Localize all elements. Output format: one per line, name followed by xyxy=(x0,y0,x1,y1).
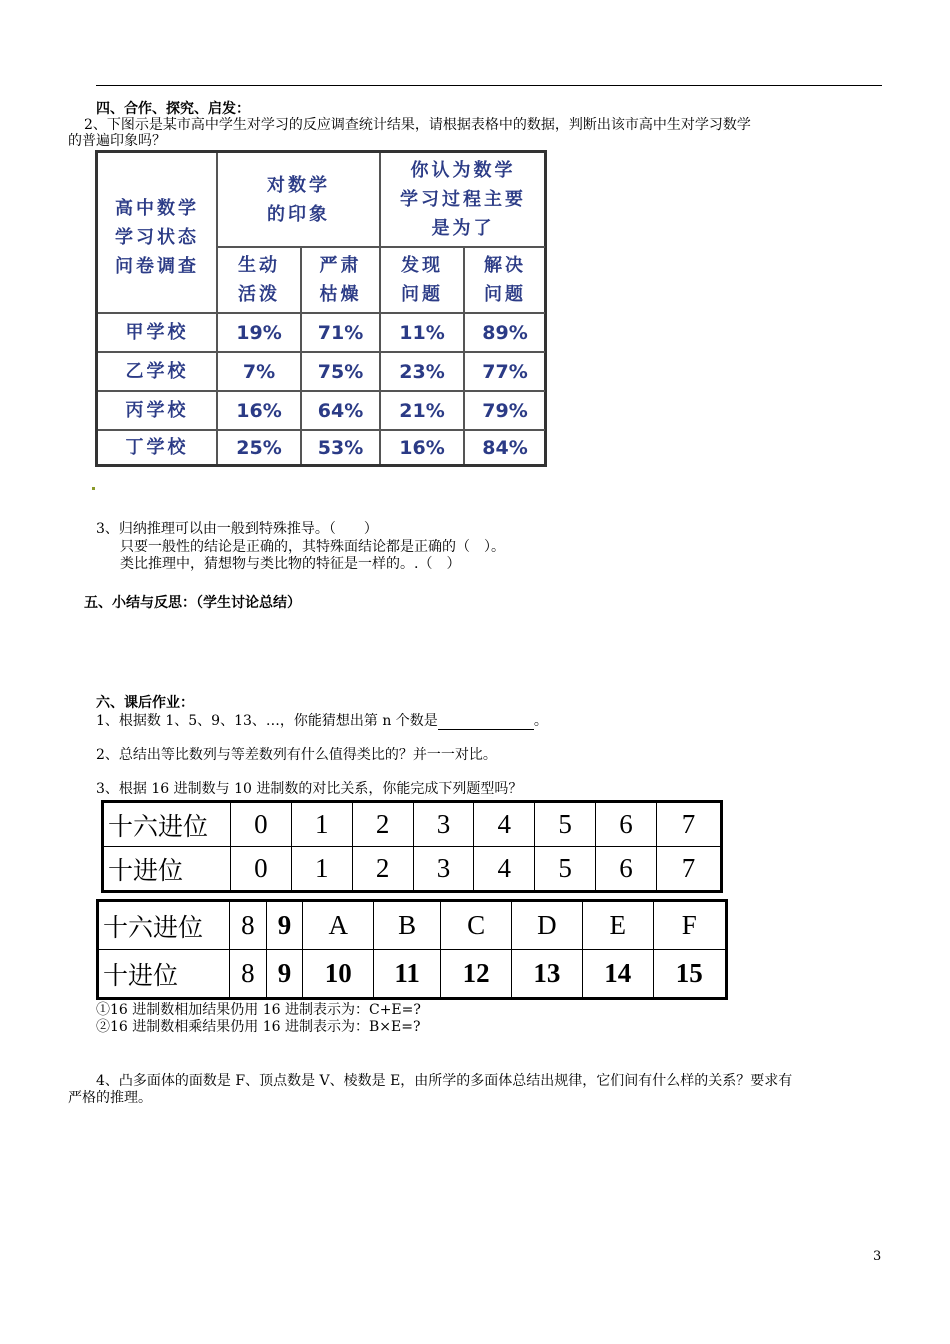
hex-cell: 9 xyxy=(266,901,303,950)
survey-value: 21% xyxy=(399,399,445,422)
survey-value: 89% xyxy=(482,321,528,344)
dec-cell: 11 xyxy=(374,950,441,999)
dec-cell: 5 xyxy=(535,847,596,892)
hex-cell: F xyxy=(653,901,726,950)
section4-heading: 四、合作、探究、启发： xyxy=(96,101,250,117)
hex-cell: 8 xyxy=(230,901,267,950)
header-rule xyxy=(96,85,882,86)
hex-cell: 5 xyxy=(535,802,596,847)
survey-value: 77% xyxy=(482,360,528,383)
table-row xyxy=(98,901,727,950)
hw1-text: 1、根据数 1、5、9、13、…，你能猜想出第 n 个数是 xyxy=(96,713,438,729)
dec-cell: 9 xyxy=(266,950,303,999)
survey-value: 7% xyxy=(242,360,276,383)
survey-sub-header: 生动 活泼 xyxy=(238,255,280,305)
survey-value: 64% xyxy=(317,399,364,422)
dec-cell: 2 xyxy=(352,847,413,892)
dec-row-label: 十进位 xyxy=(98,950,230,999)
table-row xyxy=(98,950,727,999)
hex-cell: 7 xyxy=(656,802,721,847)
survey-school-label: 丙学校 xyxy=(125,400,189,421)
hw1 xyxy=(96,712,548,730)
survey-value: 84% xyxy=(482,436,528,459)
survey-value: 75% xyxy=(317,360,364,383)
dec-cell: 14 xyxy=(582,950,653,999)
section6-heading: 六、课后作业： xyxy=(96,695,194,711)
dec-cell: 15 xyxy=(653,950,726,999)
stray-dot xyxy=(92,487,95,490)
q2-text-line1: 2、下图示是某市高中学生对学习的反应调查统计结果，请根据表格中的数据，判断出该市高中生对学习数学 xyxy=(84,117,751,133)
dec-cell: 7 xyxy=(656,847,721,892)
dec-cell: 3 xyxy=(413,847,474,892)
dec-cell: 13 xyxy=(511,950,582,999)
survey-value: 23% xyxy=(399,360,445,383)
hex-cell: 2 xyxy=(352,802,413,847)
survey-sub-header: 发现 问题 xyxy=(401,255,443,305)
hw4-line2: 严格的推理。 xyxy=(68,1090,152,1106)
page-number: 3 xyxy=(873,1249,882,1264)
hex-cell: B xyxy=(374,901,441,950)
table-row xyxy=(103,847,722,892)
q3-line1: 3、归纳推理可以由一般到特殊推导。（ ） xyxy=(96,521,378,537)
dec-cell: 6 xyxy=(596,847,657,892)
hex-cell: C xyxy=(441,901,512,950)
hex-cell: D xyxy=(511,901,582,950)
hex-cell: 6 xyxy=(596,802,657,847)
dec-row-label: 十进位 xyxy=(103,847,231,892)
survey-value: 25% xyxy=(236,436,282,459)
hw3-sub2: ②16 进制数相乘结果仍用 16 进制表示为：B×E=? xyxy=(96,1019,421,1035)
survey-value: 16% xyxy=(236,399,282,422)
survey-value: 79% xyxy=(482,399,528,422)
survey-value: 71% xyxy=(317,321,364,344)
dec-cell: 1 xyxy=(291,847,352,892)
hex-cell: 3 xyxy=(413,802,474,847)
survey-value: 11% xyxy=(399,321,445,344)
hex-cell: 4 xyxy=(474,802,535,847)
dec-cell: 4 xyxy=(474,847,535,892)
q3-line2: 只要一般性的结论是正确的，其特殊面结论都是正确的（ ）。 xyxy=(120,539,505,555)
survey-group-purpose: 你认为数学 学习过程主要 是为了 xyxy=(400,160,526,239)
q3-line3: 类比推理中，猜想物与类比物的特征是一样的。.（ ） xyxy=(120,556,461,572)
section5-heading: 五、小结与反思：（学生讨论总结） xyxy=(84,595,301,611)
survey-school-label: 甲学校 xyxy=(125,322,189,343)
hw3-sub1: ①16 进制数相加结果仍用 16 进制表示为：C+E=? xyxy=(96,1002,421,1018)
dec-cell: 12 xyxy=(441,950,512,999)
hex-cell: E xyxy=(582,901,653,950)
survey-value: 16% xyxy=(399,436,445,459)
hex-table-1 xyxy=(101,800,723,893)
hw1-answer-blank[interactable] xyxy=(438,715,534,730)
hex-cell: 1 xyxy=(291,802,352,847)
dec-cell: 0 xyxy=(231,847,292,892)
survey-table xyxy=(95,150,547,467)
hw2: 2、总结出等比数列与等差数列有什么值得类比的？并一一对比。 xyxy=(96,747,497,763)
survey-value: 19% xyxy=(236,321,282,344)
q2-text-line2: 的普遍印象吗？ xyxy=(68,133,166,149)
survey-sub-header: 严肃 枯燥 xyxy=(319,255,362,305)
table-row xyxy=(103,802,722,847)
hex-cell: 0 xyxy=(231,802,292,847)
hex-row-label: 十六进位 xyxy=(98,901,230,950)
survey-school-label: 丁学校 xyxy=(125,437,189,458)
survey-corner-header: 高中数学 学习状态 问卷调查 xyxy=(115,198,199,277)
hw3: 3、根据 16 进制数与 10 进制数的对比关系，你能完成下列题型吗？ xyxy=(96,781,523,797)
hw4-line1: 4、凸多面体的面数是 F、顶点数是 V、棱数是 E，由所学的多面体总结出规律，它们间有什么样的关系？要求有 xyxy=(96,1073,793,1089)
hex-cell: A xyxy=(303,901,374,950)
dec-cell: 8 xyxy=(230,950,267,999)
hw1-period: 。 xyxy=(533,713,548,729)
survey-school-label: 乙学校 xyxy=(125,361,189,382)
dec-cell: 10 xyxy=(303,950,374,999)
survey-group-impression: 对数学 的印象 xyxy=(267,174,330,225)
survey-value: 53% xyxy=(317,436,364,459)
survey-sub-header: 解决 问题 xyxy=(484,255,526,305)
hex-row-label: 十六进位 xyxy=(103,802,231,847)
hex-table-2 xyxy=(96,899,728,1000)
